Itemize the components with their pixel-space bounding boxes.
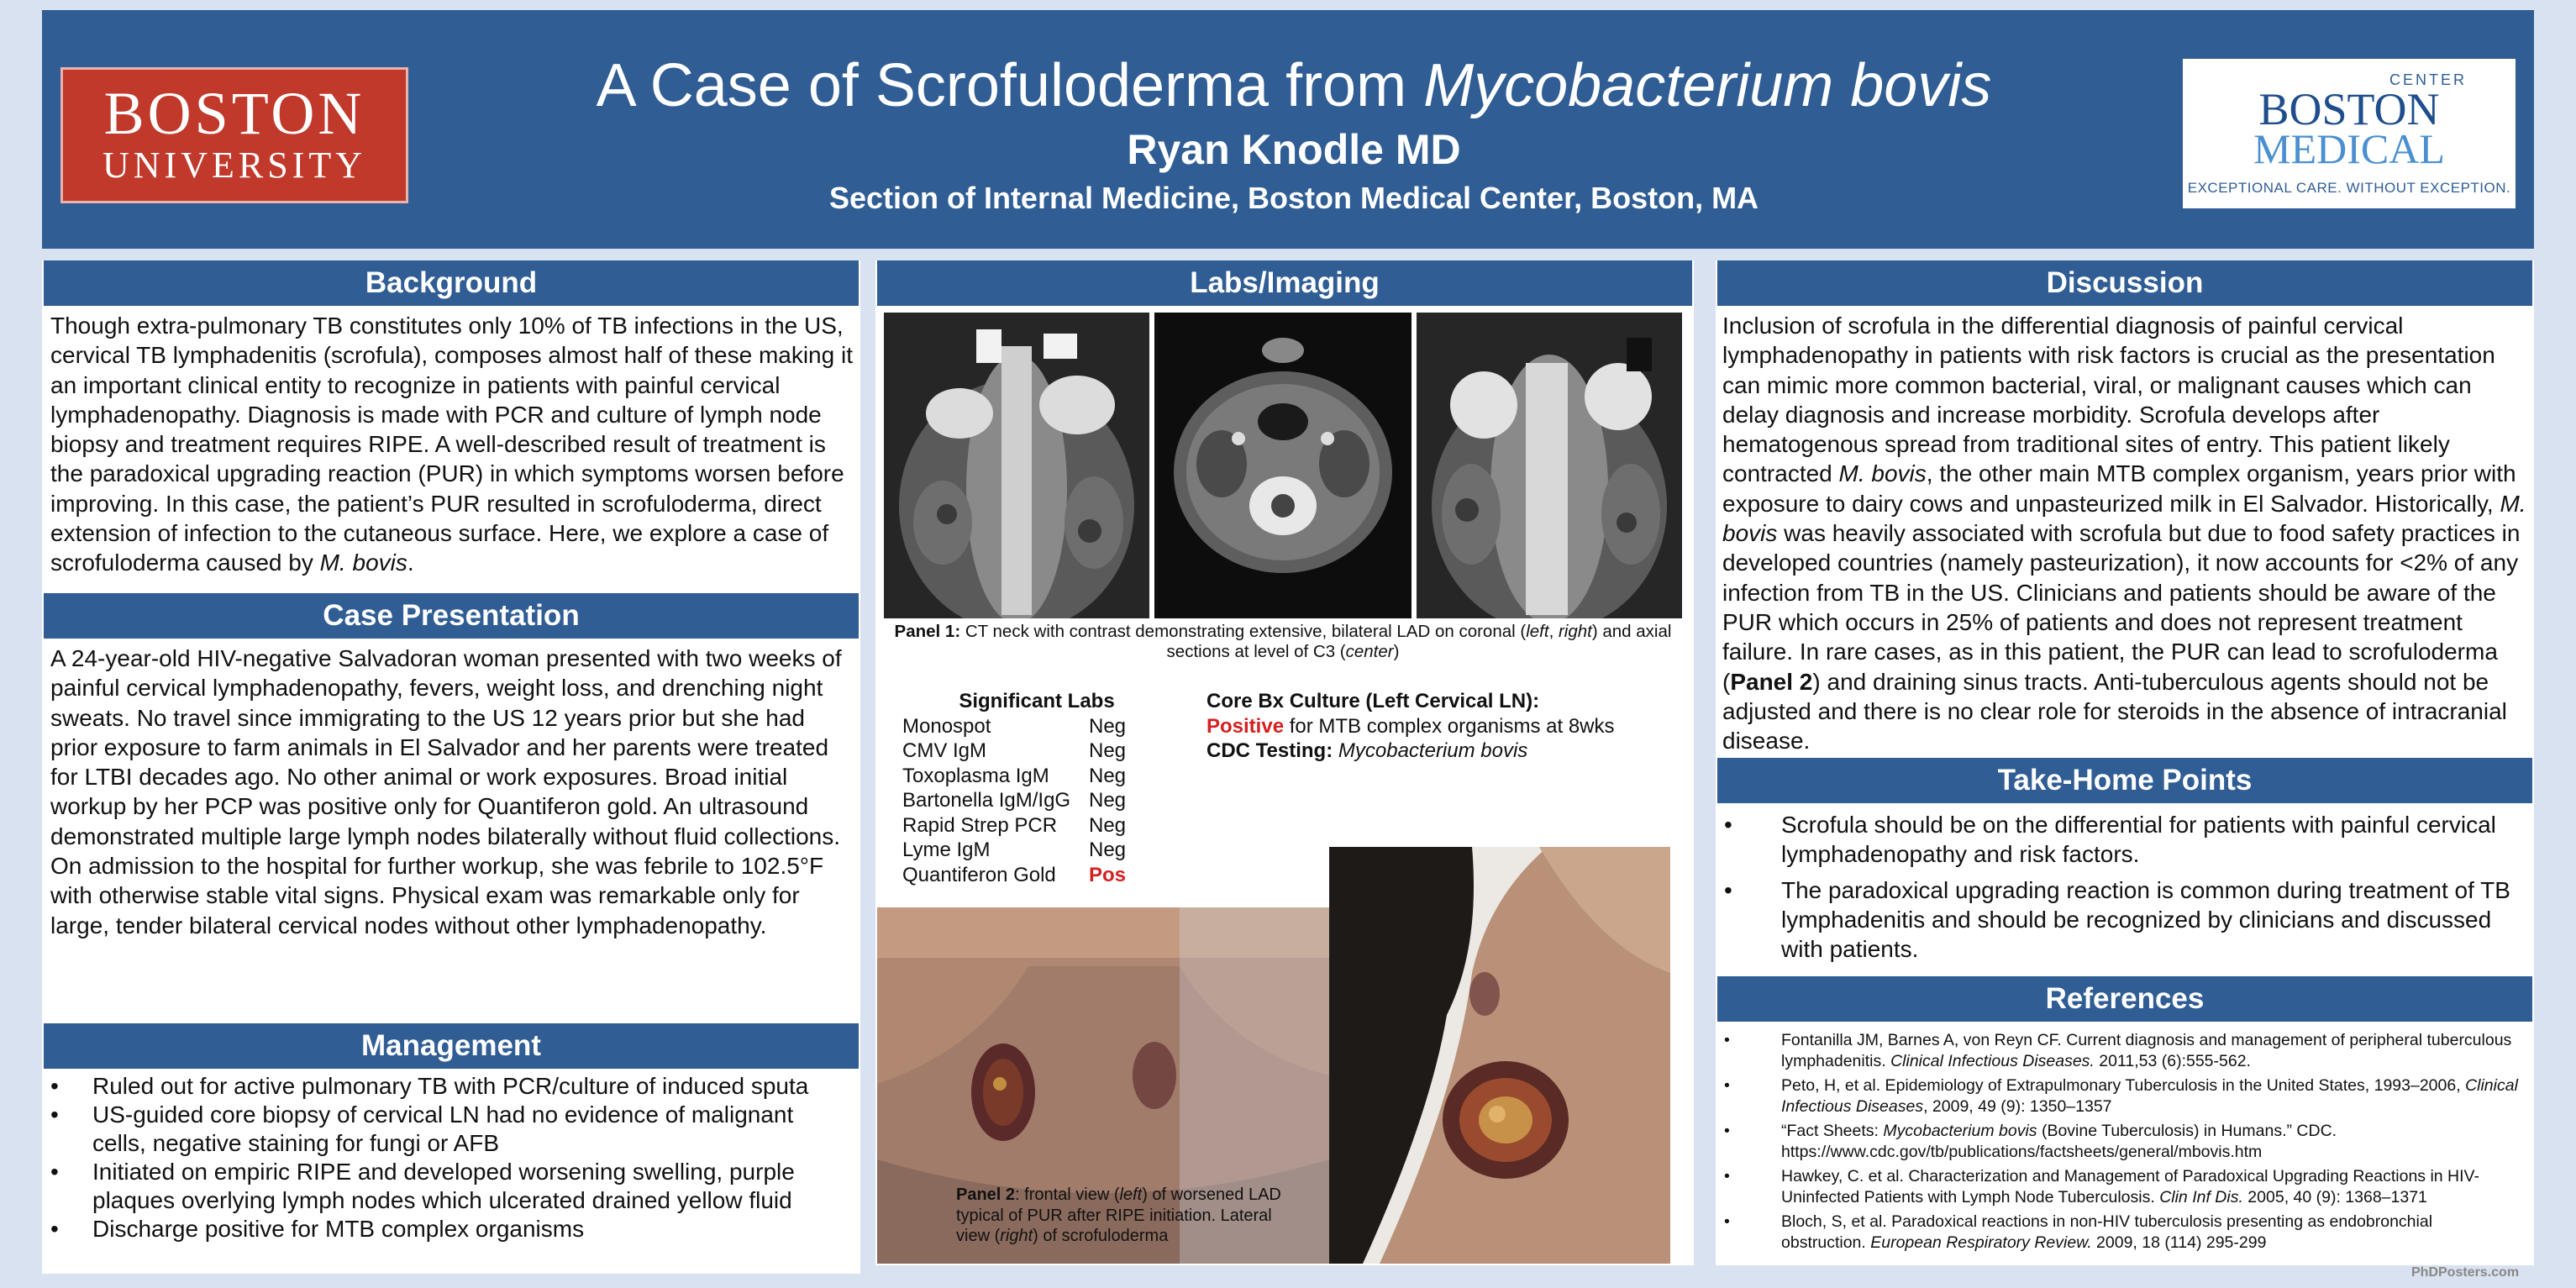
- ct-coronal-left-image: [884, 313, 1149, 618]
- title-block: [454, 47, 2134, 222]
- panel2-caption: Panel 2: frontal view (left) of worsened LAD typical of PUR after RIPE initiation. Lateral view (right) of scrofuloderma: [956, 1185, 1281, 1245]
- take-home-list: [1717, 810, 2516, 964]
- references-heading: References: [1717, 976, 2532, 1022]
- case-presentation-text: A 24-year-old HIV-negative Salvadoran woman presented with two weeks of painful cervical lymphadenopathy, fevers, weight loss, and drenching night sweats. No travel since immigrating to the US 12 years prior but she had prior exposure to farm animals in El Salvador and her parents were treated for LTBI decades ago. No other animal or work exposures. Broad initial workup by her PCP was positive only for Quantiferon gold. An ultrasound demonstrated multiple large lymph nodes bilaterally without fluid collections. On admission to the hospital for further workup, she was febrile to 102.5°F with otherwise stable vital signs. Physical exam was remarkable only for large, tender bilateral cervical nodes without other lymphadenopathy.: [50, 645, 842, 938]
- management-item: • Discharge positive for MTB complex organisms: [44, 1215, 842, 1243]
- management-item: • Ruled out for active pulmonary TB with PCR/culture of induced sputa: [44, 1072, 842, 1101]
- management-list: [44, 1072, 842, 1243]
- reference-item: • Bloch, S, et al. Paradoxical reactions in non-HIV tuberculosis presenting as endobronchial obstruction. European Respiratory Review. 2009, 18 (114) 295-299: [1721, 1212, 2519, 1254]
- ct-axial-center-graphic: [1154, 313, 1412, 618]
- cdc-testing: CDC Testing: Mycobacterium bovis: [1207, 739, 1528, 762]
- management-heading: Management: [44, 1023, 859, 1069]
- boston-medical-center-logo: CENTER BOSTON MEDICAL EXCEPTIONAL CARE. WITHOUT EXCEPTION.: [2183, 59, 2516, 208]
- discussion-text: Inclusion of scrofula in the differential diagnosis of painful cervical lymphadenopathy in patients with risk factors is crucial as the presentation can mimic more common bacterial, viral, or malignant causes which can delay diagnosis and increase morbidity. Scrofula develops after hematogenous spread from traditional sites of entry. This patient likely contracted M. bovis, the other main MTB complex organism, years prior with exposure to dairy cows and unpasteurized milk in El Salvador. Historically, M. bovis was heavily associated with scrofula but due to food safety practices in developed countries (namely pasteurization), it now accounts for <2% of any infection from TB in the US. Clinicians and patients should be aware of the PUR which occurs in 25% of patients and does not represent treatment failure. In rare cases, as in this patient, the PUR can lead to scrofuloderma (Panel 2) and draining sinus tracts. Anti-tuberculous agents should not be adjusted and there is no clear role for steroids in the absence of intracranial disease.: [1722, 313, 2526, 754]
- ct-axial-center-image: [1154, 313, 1412, 618]
- background-heading: Background: [44, 260, 859, 306]
- ct-coronal-right-image: [1417, 313, 1682, 618]
- boston-university-logo: BOSTON UNIVERSITY: [60, 67, 408, 203]
- lateral-neck-graphic: [1329, 847, 1670, 1264]
- table-row: Lyme IgM Neg: [902, 839, 1127, 861]
- take-home-item: • Scrofula should be on the differential for patients with painful cervical lymphadenopathy and risk factors.: [1717, 810, 2516, 869]
- ct-coronal-left-graphic: [884, 313, 1149, 618]
- take-home-heading: Take-Home Points: [1717, 758, 2532, 803]
- table-row: Quantiferon Gold Pos: [902, 863, 1127, 886]
- ct-coronal-right-graphic: [1417, 313, 1682, 618]
- reference-item: • Hawkey, C. et al. Characterization and Management of Paradoxical Upgrading Reactions in HIV-Uninfected Patients with Lymph Node Tuberculosis. Clin Inf Dis. 2005, 40 (9): 1368–1371: [1721, 1166, 2519, 1208]
- take-home-item: • The paradoxical upgrading reaction is common during treatment of TB lymphadenitis and should be recognized by clinicians and discussed with patients.: [1717, 875, 2516, 964]
- culture-result: Positive for MTB complex organisms at 8wks: [1207, 714, 1615, 738]
- reference-item: • “Fact Sheets: Mycobacterium bovis (Bovine Tuberculosis) in Humans.” CDC. https://www.cdc.gov/tb/publications/factsheets/general/mbovis.htm: [1721, 1121, 2519, 1163]
- watermark: PhDPosters.com: [2411, 1265, 2520, 1280]
- management-item: • Initiated on empiric RIPE and developed worsening swelling, purple plaques overlying lymph nodes which ulcerated drained yellow fluid: [44, 1158, 842, 1215]
- table-row: CMV IgM Neg: [902, 739, 1127, 762]
- panel1-caption: Panel 1: CT neck with contrast demonstrating extensive, bilateral LAD on coronal (left, right) and axial sections at level of C3 (center): [894, 622, 1672, 661]
- labs-table-heading: Significant Labs: [959, 690, 1115, 712]
- reference-item: • Peto, H, et al. Epidemiology of Extrapulmonary Tuberculosis in the United States, 1993–2006, Clinical Infectious Diseases, 2009, 49 (9): 1350–1357: [1721, 1075, 2519, 1117]
- case-presentation-heading: Case Presentation: [44, 593, 859, 639]
- reference-item: • Fontanilla JM, Barnes A, von Reyn CF. Current diagnosis and management of peripheral tuberculous lymphadenitis. Clinical Infectious Diseases. 2011,53 (6):555-562.: [1721, 1030, 2519, 1072]
- table-row: Rapid Strep PCR Neg: [902, 813, 1127, 837]
- significant-labs-table: [902, 689, 1154, 887]
- table-row: Toxoplasma IgM Neg: [902, 764, 1127, 787]
- management-item: • US-guided core biopsy of cervical LN had no evidence of malignant cells, negative staining for fungi or AFB: [44, 1101, 842, 1158]
- lateral-neck-photo: [1329, 847, 1670, 1264]
- poster-affiliation: Section of Internal Medicine, Boston Medical Center, Boston, MA: [828, 181, 1759, 215]
- labs-imaging-heading: Labs/Imaging: [877, 260, 1692, 306]
- table-row: Monospot Neg: [902, 714, 1127, 738]
- culture-heading: Core Bx Culture (Left Cervical LN):: [1207, 690, 1540, 712]
- poster-title: A Case of Scrofuloderma from Mycobacterium bovis: [596, 52, 1992, 119]
- table-row: Bartonella IgM/IgG Neg: [902, 789, 1127, 812]
- culture-results: [1207, 689, 1685, 764]
- background-text: Though extra-pulmonary TB constitutes only 10% of TB infections in the US, cervical TB lymphadenitis (scrofula), composes almost half of these making it an important clinical entity to recognize in patients with painful cervical lymphadenopathy. Diagnosis is made with PCR and culture of lymph node biopsy and treatment requires RIPE. A well-described result of treatment is the paradoxical upgrading reaction (PUR) in which symptoms worsen before improving. In this case, the patient’s PUR resulted in scrofuloderma, direct extension of infection to the cutaneous surface. Here, we explore a case of scrofuloderma caused by M. bovis.: [50, 313, 853, 576]
- poster-author: Ryan Knodle MD: [1127, 126, 1461, 173]
- discussion-heading: Discussion: [1717, 260, 2532, 306]
- references-list: [1721, 1030, 2519, 1257]
